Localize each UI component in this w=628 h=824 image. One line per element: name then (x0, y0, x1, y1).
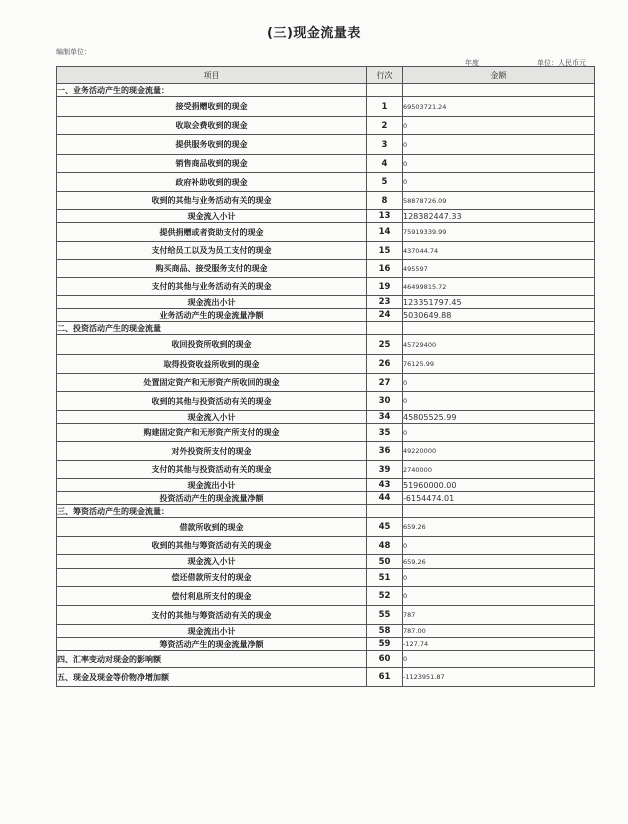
section-row (57, 505, 595, 518)
section-row (57, 651, 595, 668)
table-row (57, 242, 595, 260)
row-amount: 75919339.99 (403, 223, 595, 242)
table-row (57, 461, 595, 479)
row-item: 现金流出小计 (57, 296, 367, 309)
section-row (57, 668, 595, 687)
row-item: 偿付利息所支付的现金 (57, 587, 367, 606)
row-amount: 5030649.88 (403, 309, 595, 322)
row-line-number (367, 84, 403, 97)
row-line-number: 55 (367, 606, 403, 625)
row-item: 现金流入小计 (57, 411, 367, 424)
row-item: 业务活动产生的现金流量净额 (57, 309, 367, 322)
row-line-number: 16 (367, 260, 403, 278)
row-line-number: 48 (367, 537, 403, 555)
table-row (57, 587, 595, 606)
row-item: 对外投资所支付的现金 (57, 442, 367, 461)
row-line-number: 14 (367, 223, 403, 242)
row-item: 收到的其他与筹资活动有关的现金 (57, 537, 367, 555)
row-amount: 0 (403, 135, 595, 155)
table-row (57, 374, 595, 392)
row-amount: 51960000.00 (403, 479, 595, 492)
row-line-number: 4 (367, 155, 403, 173)
header-item: 项目 (57, 67, 367, 84)
row-amount: 58878726.09 (403, 192, 595, 210)
row-item: 收到的其他与投资活动有关的现金 (57, 392, 367, 411)
row-item: 偿还借款所支付的现金 (57, 569, 367, 587)
row-item: 收取会费收到的现金 (57, 117, 367, 135)
table-row (57, 606, 595, 625)
row-amount: 0 (403, 155, 595, 173)
row-amount: -1123951.87 (403, 668, 595, 687)
table-row (57, 355, 595, 374)
row-item: 投资活动产生的现金流量净额 (57, 492, 367, 505)
row-line-number: 44 (367, 492, 403, 505)
row-line-number: 61 (367, 668, 403, 687)
row-item: 取得投资收益所收到的现金 (57, 355, 367, 374)
table-row (57, 638, 595, 651)
row-amount: 76125.99 (403, 355, 595, 374)
row-amount: 0 (403, 537, 595, 555)
table-row (57, 210, 595, 223)
row-item: 提供服务收到的现金 (57, 135, 367, 155)
table-row (57, 625, 595, 638)
table-row (57, 555, 595, 569)
row-amount: 0 (403, 374, 595, 392)
row-amount: 659.26 (403, 555, 595, 569)
row-line-number: 52 (367, 587, 403, 606)
row-line-number: 36 (367, 442, 403, 461)
table-row (57, 173, 595, 192)
year-label: 年度 (465, 59, 479, 67)
row-amount: 0 (403, 392, 595, 411)
cash-flow-table (56, 66, 595, 687)
row-amount: 437044.74 (403, 242, 595, 260)
row-line-number: 5 (367, 173, 403, 192)
row-item: 支付的其他与筹资活动有关的现金 (57, 606, 367, 625)
row-item: 销售商品收到的现金 (57, 155, 367, 173)
table-row (57, 335, 595, 355)
table-row (57, 492, 595, 505)
row-line-number: 24 (367, 309, 403, 322)
row-item: 处置固定资产和无形资产所收回的现金 (57, 374, 367, 392)
row-item: 购建固定资产和无形资产所支付的现金 (57, 424, 367, 442)
row-line-number: 8 (367, 192, 403, 210)
row-amount: 45729400 (403, 335, 595, 355)
table-row (57, 392, 595, 411)
row-line-number: 58 (367, 625, 403, 638)
row-line-number: 39 (367, 461, 403, 479)
row-item: 五、现金及现金等价物净增加额 (57, 668, 367, 687)
table-row (57, 479, 595, 492)
row-line-number: 50 (367, 555, 403, 569)
table-row (57, 223, 595, 242)
row-amount: 787 (403, 606, 595, 625)
table-row (57, 192, 595, 210)
row-item: 支付的其他与投资活动有关的现金 (57, 461, 367, 479)
table-row (57, 309, 595, 322)
row-amount: 659.26 (403, 518, 595, 537)
table-row (57, 296, 595, 309)
row-item: 借款所收到的现金 (57, 518, 367, 537)
row-item: 支付的其他与业务活动有关的现金 (57, 278, 367, 296)
row-item: 收到的其他与业务活动有关的现金 (57, 192, 367, 210)
row-item: 支付给员工以及为员工支付的现金 (57, 242, 367, 260)
row-amount (403, 322, 595, 335)
row-amount: 0 (403, 587, 595, 606)
table-row (57, 135, 595, 155)
currency-unit-label: 单位：人民币元 (537, 59, 586, 67)
row-line-number: 3 (367, 135, 403, 155)
row-item: 筹资活动产生的现金流量净额 (57, 638, 367, 651)
row-line-number: 59 (367, 638, 403, 651)
row-line-number: 26 (367, 355, 403, 374)
row-line-number: 15 (367, 242, 403, 260)
row-amount (403, 84, 595, 97)
table-row (57, 424, 595, 442)
table-row (57, 278, 595, 296)
row-line-number (367, 322, 403, 335)
section-row (57, 84, 595, 97)
table-row (57, 442, 595, 461)
row-item: 现金流出小计 (57, 625, 367, 638)
row-line-number: 30 (367, 392, 403, 411)
header-line: 行次 (367, 67, 403, 84)
row-line-number (367, 505, 403, 518)
row-line-number: 1 (367, 97, 403, 117)
row-amount: -6154474.01 (403, 492, 595, 505)
row-amount: -127.74 (403, 638, 595, 651)
row-amount: 0 (403, 173, 595, 192)
row-item: 现金流出小计 (57, 479, 367, 492)
table-header (57, 67, 595, 84)
section-row (57, 322, 595, 335)
row-item: 现金流入小计 (57, 555, 367, 569)
row-amount: 128382447.33 (403, 210, 595, 223)
table-row (57, 117, 595, 135)
table-row (57, 518, 595, 537)
row-amount: 46499815.72 (403, 278, 595, 296)
row-item: 收回投资所收到的现金 (57, 335, 367, 355)
row-item: 购买商品、接受服务支付的现金 (57, 260, 367, 278)
row-item: 二、投资活动产生的现金流量 (57, 322, 367, 335)
row-item: 四、汇率变动对现金的影响额 (57, 651, 367, 668)
row-amount: 0 (403, 651, 595, 668)
row-line-number: 23 (367, 296, 403, 309)
row-amount: 0 (403, 117, 595, 135)
row-item: 现金流入小计 (57, 210, 367, 223)
row-line-number: 60 (367, 651, 403, 668)
table-row (57, 537, 595, 555)
row-line-number: 43 (367, 479, 403, 492)
row-item: 提供捐赠或者资助支付的现金 (57, 223, 367, 242)
row-item: 政府补助收到的现金 (57, 173, 367, 192)
row-item: 接受捐赠收到的现金 (57, 97, 367, 117)
row-line-number: 25 (367, 335, 403, 355)
row-line-number: 45 (367, 518, 403, 537)
row-line-number: 13 (367, 210, 403, 223)
page-title: (三)现金流量表 (267, 26, 361, 41)
row-item: 三、筹资活动产生的现金流量： (57, 505, 367, 518)
row-amount: 123351797.45 (403, 296, 595, 309)
table-row (57, 97, 595, 117)
row-amount: 49220000 (403, 442, 595, 461)
table-row (57, 569, 595, 587)
table-row (57, 411, 595, 424)
row-line-number: 35 (367, 424, 403, 442)
row-line-number: 34 (367, 411, 403, 424)
table-row (57, 155, 595, 173)
row-amount: 787.00 (403, 625, 595, 638)
row-line-number: 19 (367, 278, 403, 296)
row-amount: 2740000 (403, 461, 595, 479)
reporting-entity-label: 编制单位： (56, 48, 91, 56)
row-amount (403, 505, 595, 518)
row-amount: 0 (403, 424, 595, 442)
row-line-number: 2 (367, 117, 403, 135)
row-amount: 69503721.24 (403, 97, 595, 117)
row-amount: 0 (403, 569, 595, 587)
row-line-number: 51 (367, 569, 403, 587)
table-row (57, 260, 595, 278)
row-line-number: 27 (367, 374, 403, 392)
row-amount: 45805525.99 (403, 411, 595, 424)
row-item: 一、业务活动产生的现金流量： (57, 84, 367, 97)
row-amount: 495597 (403, 260, 595, 278)
header-amount: 金额 (403, 67, 595, 84)
